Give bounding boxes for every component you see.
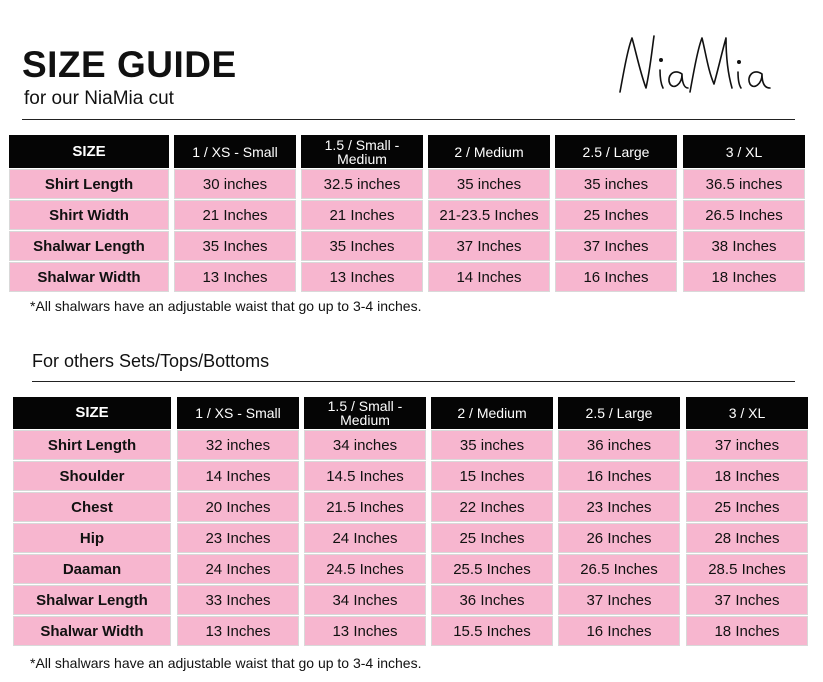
table-cell: 18 Inches xyxy=(683,262,805,292)
table-cell: 16 Inches xyxy=(558,461,680,491)
table-cell: 36.5 inches xyxy=(683,169,805,199)
table-cell: 34 Inches xyxy=(304,585,426,615)
table-cell: 26.5 Inches xyxy=(683,200,805,230)
table-cell: 23 Inches xyxy=(177,523,299,553)
header-xl: 3 / XL xyxy=(686,397,808,429)
table-cell: 37 Inches xyxy=(555,231,677,261)
table-cell: 25 Inches xyxy=(686,492,808,522)
table-cell: 37 Inches xyxy=(558,585,680,615)
header-medium: 2 / Medium xyxy=(428,135,550,168)
table-cell: 14 Inches xyxy=(428,262,550,292)
table-cell: 24 Inches xyxy=(177,554,299,584)
table-cell: 32.5 inches xyxy=(301,169,423,199)
row-label: Shoulder xyxy=(13,461,171,491)
table-cell: 21 Inches xyxy=(301,200,423,230)
table-cell: 36 Inches xyxy=(431,585,553,615)
header-large: 2.5 / Large xyxy=(555,135,677,168)
table-cell: 14.5 Inches xyxy=(304,461,426,491)
table-cell: 34 inches xyxy=(304,430,426,460)
table-cell: 14 Inches xyxy=(177,461,299,491)
table-cell: 35 inches xyxy=(428,169,550,199)
table-cell: 20 Inches xyxy=(177,492,299,522)
table-cell: 13 Inches xyxy=(174,262,296,292)
table-cell: 35 Inches xyxy=(301,231,423,261)
row-label: Shalwar Length xyxy=(13,585,171,615)
header-small-medium: 1.5 / Small - Medium xyxy=(304,397,426,429)
shalwar-note: *All shalwars have an adjustable waist that go up to 3-4 inches. xyxy=(30,298,422,314)
table-cell: 18 Inches xyxy=(686,461,808,491)
table-cell: 18 Inches xyxy=(686,616,808,646)
header-xs-small: 1 / XS - Small xyxy=(177,397,299,429)
header-size: SIZE xyxy=(9,135,169,168)
table-cell: 35 inches xyxy=(555,169,677,199)
table-cell: 13 Inches xyxy=(301,262,423,292)
table-cell: 16 Inches xyxy=(558,616,680,646)
table-cell: 28 Inches xyxy=(686,523,808,553)
row-label: Shalwar Width xyxy=(13,616,171,646)
row-label: Shirt Length xyxy=(13,430,171,460)
table-cell: 37 inches xyxy=(686,430,808,460)
header-xs-small: 1 / XS - Small xyxy=(174,135,296,168)
table-cell: 37 Inches xyxy=(686,585,808,615)
row-label: Shirt Width xyxy=(9,200,169,230)
shalwar-note-bottom: *All shalwars have an adjustable waist that go up to 3-4 inches. xyxy=(30,655,422,671)
header-medium: 2 / Medium xyxy=(431,397,553,429)
table-cell: 30 inches xyxy=(174,169,296,199)
table-cell: 28.5 Inches xyxy=(686,554,808,584)
table-cell: 15 Inches xyxy=(431,461,553,491)
row-label: Hip xyxy=(13,523,171,553)
row-label: Shalwar Width xyxy=(9,262,169,292)
table-cell: 25.5 Inches xyxy=(431,554,553,584)
table-cell: 26 Inches xyxy=(558,523,680,553)
section-divider xyxy=(32,381,795,382)
table-cell: 25 Inches xyxy=(555,200,677,230)
table-cell: 35 Inches xyxy=(174,231,296,261)
table-cell: 33 Inches xyxy=(177,585,299,615)
table-cell: 37 Inches xyxy=(428,231,550,261)
table-cell: 22 Inches xyxy=(431,492,553,522)
niamia-logo xyxy=(614,30,784,100)
header-large: 2.5 / Large xyxy=(558,397,680,429)
header-xl: 3 / XL xyxy=(683,135,805,168)
table-cell: 36 inches xyxy=(558,430,680,460)
table-cell: 13 Inches xyxy=(304,616,426,646)
row-label: Shirt Length xyxy=(9,169,169,199)
page-title: SIZE GUIDE xyxy=(22,44,237,85)
header-divider xyxy=(22,119,795,120)
table-cell: 21.5 Inches xyxy=(304,492,426,522)
table-cell: 16 Inches xyxy=(555,262,677,292)
header-small-medium: 1.5 / Small - Medium xyxy=(301,135,423,168)
table-cell: 24.5 Inches xyxy=(304,554,426,584)
table-cell: 24 Inches xyxy=(304,523,426,553)
header-size: SIZE xyxy=(13,397,171,429)
table-cell: 25 Inches xyxy=(431,523,553,553)
section-title: For others Sets/Tops/Bottoms xyxy=(32,351,270,371)
table-cell: 23 Inches xyxy=(558,492,680,522)
table-cell: 21 Inches xyxy=(174,200,296,230)
row-label: Chest xyxy=(13,492,171,522)
page-subtitle: for our NiaMia cut xyxy=(24,88,174,109)
table-cell: 13 Inches xyxy=(177,616,299,646)
table-cell: 38 Inches xyxy=(683,231,805,261)
table-cell: 35 inches xyxy=(431,430,553,460)
table-cell: 26.5 Inches xyxy=(558,554,680,584)
table-cell: 32 inches xyxy=(177,430,299,460)
row-label: Daaman xyxy=(13,554,171,584)
row-label: Shalwar Length xyxy=(9,231,169,261)
table-cell: 21-23.5 Inches xyxy=(428,200,550,230)
table-cell: 15.5 Inches xyxy=(431,616,553,646)
